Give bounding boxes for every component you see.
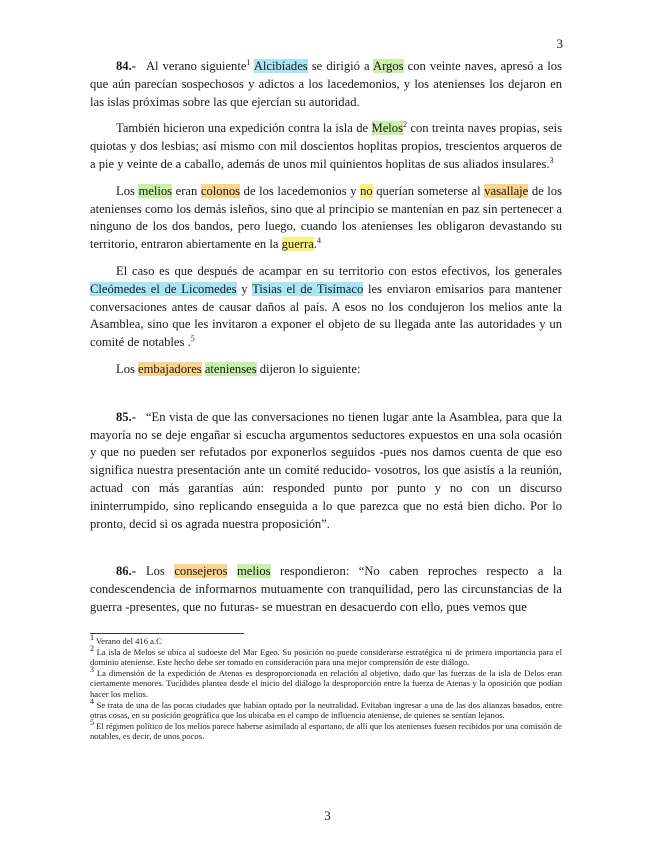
highlight-tisias: Tisias el de Tisímaco — [252, 281, 364, 296]
highlight-colonos: colonos — [200, 183, 241, 198]
paragraph-84-4: El caso es que después de acampar en su territorio con estos efectivos, los generales Cleómedes el de Licomedes y Tisias el de Tisímaco les enviaron emisarios para mantener conversaciones antes de causar daños al país. A esos no los condujeron los melios ante la Asamblea, sino que les invitaron a exponer el objeto de su llegada ante las autoridades y un comité de notables .$^5$ — [90, 263, 562, 350]
footnote-ref-5[interactable]: 5 — [190, 333, 195, 343]
highlight-vasallaje: vasallaje — [484, 183, 529, 198]
footnote-ref-4[interactable]: 4 — [316, 235, 321, 245]
highlight-embajadores: embajadores — [138, 361, 202, 376]
highlight-atenienses: atenienses — [204, 361, 257, 376]
footnote-3: $^3$ La dimensión de la expedición de Atenas es desproporcionada en relación al objetivo, dado que las fuerzas de la isla de Delos eran ciertamente menores. Tucídides plantea desde el inicio del diálogo la desproporción entre la fuerza de Atenas y la oposición que podían hacer los melios. — [90, 664, 562, 699]
highlight-melios: melios — [138, 183, 173, 198]
section-number-84: 84.- — [116, 59, 136, 73]
document-body — [90, 58, 562, 626]
page-number-bottom: 3 — [324, 808, 331, 823]
footnote-separator — [90, 633, 244, 634]
paragraph-86: 86.- Los consejeros melios respondieron: “No caben reproches respecto a la condescendencia de informarnos mutuamente con tranquilidad, pero las circunstancias de la guerra -presentes, que no futuras- se muestran en desacuerdo con ello, pues vemos que — [90, 564, 563, 614]
footnote-4: $^4$ Se trata de una de las pocas ciudades que habían optado por la neutralidad. Evitaban ingresar a una de las dos alianzas basados, entre otras cosas, en su posición geográfica que los ubicaba en el campo de influencia ateniense, de quienes se sentían lejanos. — [90, 696, 562, 721]
section-number-86: 86.- — [116, 564, 136, 579]
footnote-5: $^5$ El régimen político de los melios parece haberse asimilado al espartano, de allí que los atenienses fuesen recibidos por una comisión de notables, es decir, de unos pocos. — [90, 717, 562, 742]
page-number-top: 3 — [556, 36, 563, 51]
paragraph-84-3: Los melios eran colonos de los lacedemonios y no querían someterse al vasallaje de los atenienses como los demás isleños, sino que al principio se mantenían en paz sin pertenecer a ninguno de los dos bandos, pero luego, cuando los atenienses les obligaron devastando su territorio, entraron abiertamente en la guerra.$^4$ — [90, 183, 562, 252]
footnotes — [90, 633, 562, 742]
section-number-85: 85.- — [116, 409, 136, 424]
highlight-guerra: guerra — [281, 237, 314, 252]
highlight-consejeros: consejeros — [174, 564, 228, 579]
highlight-cleomedes: Cleómedes el de Licomedes — [90, 281, 237, 296]
paragraph-84-1: 84.- Al verano siguiente$^1$ Alcibíades se dirigió a Argos con veinte naves, apresó a los que aún parecían sospechosos y adictos a los lacedemonios, y los atenienses los dejaron en las islas próximas sobre las que ejercían su autoridad. — [90, 57, 562, 109]
footnote-1: $^1$ Verano del 416 a.C — [90, 633, 162, 646]
footnote-ref-2[interactable]: 2 — [402, 120, 407, 130]
footnote-ref-1[interactable]: 1 — [246, 57, 251, 67]
paragraph-85: 85.- “En vista de que las conversaciones no tienen lugar ante la Asamblea, para que la mayoría no se deje engañar si escucha argumentos seductores expuestos en una sola ocasión y que no pueden ser refutados por exponerlos seguidos -pues nos damos cuenta de que eso significa nuestra presentación ante un comité reducido- vosotros, los que asistís a la reunión, actuad con más garantías aún: responded punto por punto y no con un discurso ininterrumpido, sino replicando enseguida a lo que parezca que no está bien dicho. Por lo pronto, decid si os agrada nuestra proposición”. — [90, 409, 562, 531]
footnote-2: $^2$ La isla de Melos se ubica al sudoeste del Mar Egeo. Su posición no puede considerarse estratégica ni de primera importancia para el dominio ateniense. Este hecho debe ser tomado en consideración para una mejor comprensión de este diálogo. — [90, 643, 562, 668]
highlight-melos: Melos — [371, 121, 403, 136]
highlight-alcibiades: Alcibíades — [253, 59, 308, 73]
highlight-melios-86: melios — [236, 564, 271, 579]
footnote-ref-3[interactable]: 3 — [549, 155, 554, 165]
paragraph-84-2: También hicieron una expedición contra la isla de Melos$^2$ con treinta naves propias, seis quiotas y dos lesbias; así mismo con mil doscientos hoplitas propios, trescientos arqueros de a pie y veinte de a caballo, además de unos mil quinientos hoplitas de sus aliados insulares.$^3$ — [90, 120, 562, 171]
highlight-argos: Argos — [373, 59, 404, 73]
highlight-no: no — [360, 183, 373, 198]
paragraph-84-5: Los embajadores atenienses dijeron lo siguiente: — [116, 361, 361, 376]
